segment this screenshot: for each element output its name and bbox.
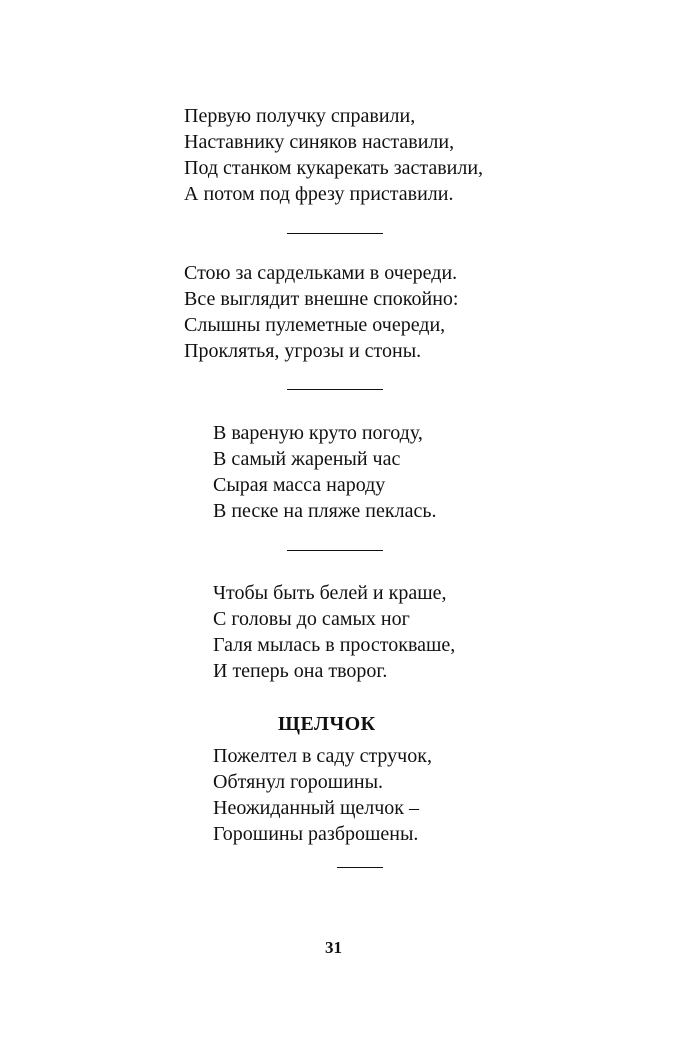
poem-title: ЩЕЛЧОК xyxy=(278,713,376,735)
stanza-line: Стою за сардельками в очереди. xyxy=(184,262,458,284)
stanza-line: А потом под фрезу приставили. xyxy=(184,183,454,205)
stanza-1 xyxy=(184,103,483,207)
poem-body xyxy=(213,743,432,847)
stanza-line: Все выглядит внешне спокойно: xyxy=(184,288,459,310)
stanza-line: Чтобы быть белей и краше, xyxy=(213,582,447,604)
poem-line: Пожелтел в саду стручок, xyxy=(213,745,432,767)
stanza-line: Под станком кукарекать заставили, xyxy=(184,157,484,179)
stanza-2 xyxy=(184,260,458,364)
poem-line: Горошины разброшены. xyxy=(213,823,419,845)
stanza-line: И теперь она творог. xyxy=(213,660,388,682)
stanza-line: В песке на пляже пеклась. xyxy=(213,500,437,522)
stanza-line: В самый жареный час xyxy=(213,448,401,470)
stanza-line: Наставнику синяков наставили, xyxy=(184,131,455,153)
stanza-3 xyxy=(213,420,436,524)
section-divider xyxy=(337,867,383,868)
stanza-line: Первую получку справили, xyxy=(184,105,416,127)
stanza-line: С головы до самых ног xyxy=(213,608,410,630)
stanza-line: Сырая масса народу xyxy=(213,474,386,496)
poem-line: Обтянул горошины. xyxy=(213,771,384,793)
section-divider xyxy=(287,233,383,234)
stanza-line: Галя мылась в простокваше, xyxy=(213,634,456,656)
stanza-line: Слышны пулеметные очереди, xyxy=(184,314,446,336)
stanza-line: В вареную круто погоду, xyxy=(213,422,423,444)
section-divider xyxy=(287,550,383,551)
stanza-4 xyxy=(213,580,455,684)
stanza-line: Проклятья, угрозы и стоны. xyxy=(184,340,422,362)
page-number: 31 xyxy=(325,938,342,957)
poem-line: Неожиданный щелчок – xyxy=(213,797,419,819)
section-divider xyxy=(287,389,383,390)
